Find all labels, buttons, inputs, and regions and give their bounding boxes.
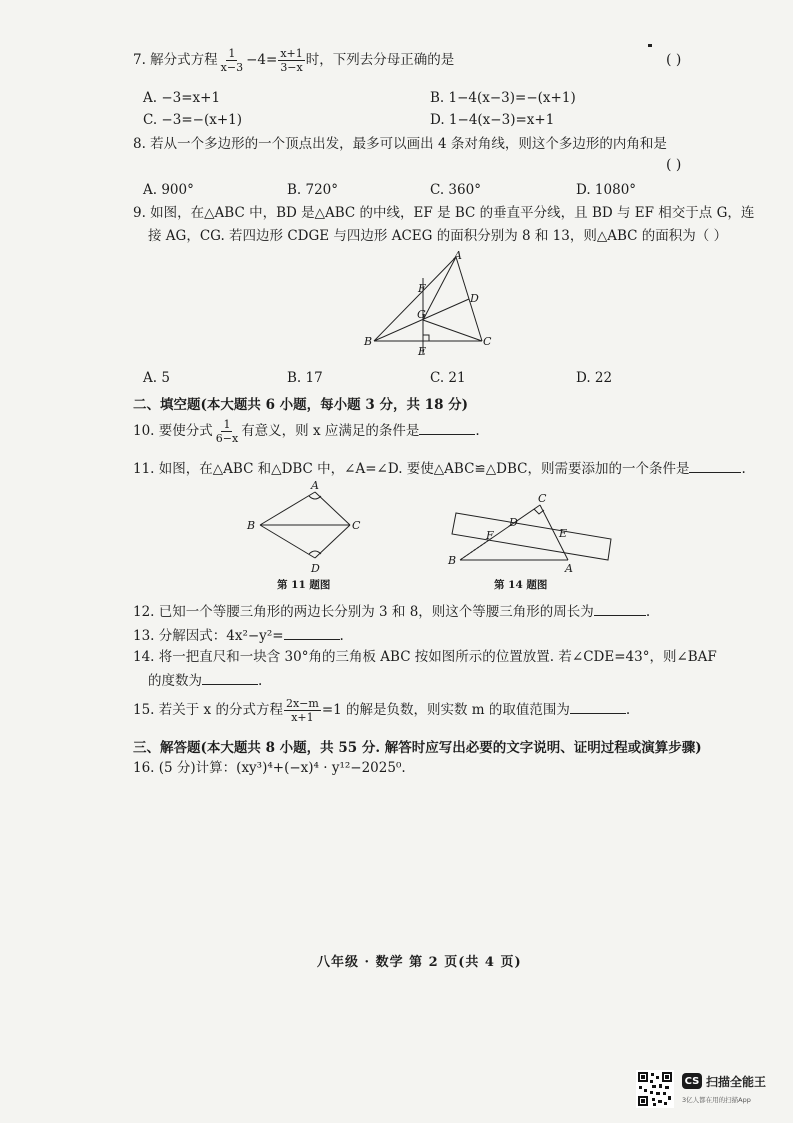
answer-blank[interactable] [594,601,646,616]
q9-option-c: C. 21 [430,370,466,386]
label-d: D [509,516,518,529]
camscanner-name: 扫描全能王 [706,1075,767,1089]
fraction: $\frac{1}{6-x}$ [215,418,239,445]
fig14-caption: 第 14 题图 [494,579,548,591]
q7-option-a: A. −3=x+1 [143,90,221,106]
q8-stem: 8. 若从一个多边形的一个顶点出发，最多可以画出 4 条对角线，则这个多边形的内角和是 [133,136,667,152]
q10-stem: 10. 要使分式 $\frac{1}{6-x}$ 有意义，则 x 应满足的条件是 . [133,418,480,445]
label-a: A [454,249,462,262]
q14-stem-line2: 的度数为 . [148,670,262,691]
fraction: $\frac{x+1}{3-x}$ [280,47,303,74]
q9-stem-line2: 接 AG，CG. 若四边形 CDGE 与四边形 ACEG 的面积分别为 8 和 13，则△ABC 的面积为（ ） [148,228,728,244]
label-b: B [364,335,373,348]
label-g: G [417,308,426,321]
fraction: $\frac{1}{x-3}$ [220,47,244,74]
label-f: F [418,282,426,295]
q11-stem: 11. 如图，在△ABC 和△DBC 中，∠A=∠D. 要使△ABC≌△DBC，则需要添加的一个条件是 . [133,458,746,479]
label-d: D [311,562,320,575]
label-a: A [311,479,319,492]
label-b: B [448,554,457,567]
ink-dot [648,44,652,47]
q16-stem: 16. (5 分)计算：(xy³)⁴+(−x)⁴ · y¹²−2025⁰. [133,760,406,776]
answer-blank[interactable] [689,458,741,473]
label-c: C [352,519,361,532]
camscanner-logo: CS [682,1073,702,1089]
answer-blank[interactable] [419,420,475,435]
label-c: C [538,494,547,505]
label-d: D [470,292,479,305]
label-e: E [418,345,427,358]
q9-option-a: A. 5 [143,370,170,386]
q7-answer-paren: ( ) [666,52,682,68]
q7-stem: 7. 解分式方程 $\frac{1}{x-3}$ −4= $\frac{x+1}{3-x}$ 时，下列去分母正确的是 [133,47,455,74]
q13-stem: 13. 分解因式：4x²−y²= . [133,625,344,646]
q14-stem-line1: 14. 将一把直尺和一块含 30°角的三角板 ABC 按如图所示的位置放置. 若∠CDE=43°，则∠BAF [133,649,717,665]
q9-figure [362,248,494,358]
fig11-figure [240,478,370,578]
answer-blank[interactable] [284,625,340,640]
q7-option-d: D. 1−4(x−3)=x+1 [430,112,555,128]
q9-option-d: D. 22 [576,370,613,386]
label-a: A [565,562,573,575]
q15-stem: 15. 若关于 x 的分式方程 $\frac{2x-m}{x+1}$ =1 的解是负数，则实数 m 的取值范围为 . [133,697,631,724]
label-f: F [486,529,494,542]
q8-option-a: A. 900° [143,182,194,198]
fraction: $\frac{2x-m}{x+1}$ [285,697,319,724]
fig11-caption: 第 11 题图 [277,579,331,591]
q8-option-b: B. 720° [287,182,339,198]
fig14-figure [440,494,620,576]
q8-answer-paren: ( ) [666,157,682,173]
q12-stem: 12. 已知一个等腰三角形的两边长分别为 3 和 8，则这个等腰三角形的周长为 . [133,601,650,622]
camscanner-tagline: 3亿人都在用的扫描App [682,1096,751,1104]
label-b: B [247,519,256,532]
q9-stem-line1: 9. 如图，在△ABC 中，BD 是△ABC 的中线，EF 是 BC 的垂直平分线，且 BD 与 EF 相交于点 G，连 [133,205,755,221]
q9-option-b: B. 17 [287,370,323,386]
section-3-heading: 三、解答题(本大题共 8 小题，共 55 分. 解答时应写出必要的文字说明、证明过程或演算步骤) [133,740,702,756]
answer-blank[interactable] [202,670,258,685]
q8-option-c: C. 360° [430,182,481,198]
q7-option-b: B. 1−4(x−3)=−(x+1) [430,90,576,106]
label-e: E [559,527,568,540]
q7-option-c: C. −3=−(x+1) [143,112,243,128]
label-c: C [483,335,492,348]
qr-code-icon [636,1070,674,1108]
page-footer: 八年级 · 数学 第 2 页(共 4 页) [317,955,522,970]
q8-option-d: D. 1080° [576,182,637,198]
answer-blank[interactable] [570,699,626,714]
section-2-heading: 二、填空题(本大题共 6 小题，每小题 3 分，共 18 分) [133,397,469,413]
